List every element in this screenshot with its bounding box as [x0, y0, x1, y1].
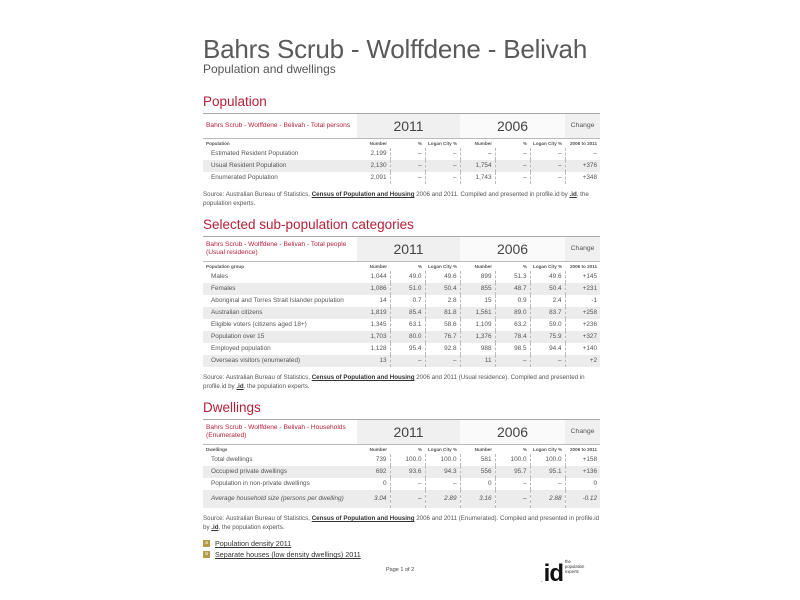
col-pct-2006: %: [495, 445, 530, 455]
table-row: [203, 355, 600, 367]
cell: 49.0: [390, 271, 425, 283]
cell: +231: [565, 283, 600, 295]
cell: –: [425, 160, 460, 172]
cell: 49.6: [530, 271, 565, 283]
col-logan-2006: Logan City %: [530, 445, 565, 455]
cell: 59.0: [530, 319, 565, 331]
cell: –: [390, 172, 425, 184]
cell: 2.89: [425, 490, 460, 508]
cell: +236: [582, 321, 598, 328]
cell: 98.5: [495, 343, 530, 355]
cell: 1,044: [357, 271, 390, 283]
cell: –: [495, 490, 530, 508]
cell: 58.6: [425, 319, 460, 331]
year-2006-header: 2006: [460, 237, 565, 262]
logo-tag-line: population: [565, 563, 585, 569]
cell: 78.4: [495, 331, 530, 343]
subpopulation-table: [203, 237, 600, 367]
cell: 94.4: [530, 343, 565, 355]
table-row: [203, 160, 600, 172]
related-links: [203, 538, 600, 560]
row-label: Employed population: [211, 345, 271, 352]
table-row: [203, 148, 600, 160]
cell: 50.4: [530, 283, 565, 295]
cell: 3.04: [357, 490, 390, 508]
source-text: , the population experts.: [218, 523, 285, 531]
year-2006-header: 2006: [460, 420, 565, 445]
col-number-2006: Number: [460, 139, 495, 149]
cell: 1,128: [357, 343, 390, 355]
group-header: Dwellings: [203, 445, 357, 455]
col-pct-2011: %: [390, 445, 425, 455]
change-header: Change: [565, 420, 600, 445]
source-text: 2006 and 2011 (Usual residence). Compiled and presented in profile.id by: [203, 374, 585, 390]
section-title-dwellings: Dwellings: [203, 400, 261, 415]
cell: 739: [357, 454, 390, 466]
census-link[interactable]: Census of Population and Housing: [311, 374, 415, 381]
cell: +258: [565, 307, 600, 319]
table-row: [203, 490, 600, 508]
table-row: [203, 454, 600, 466]
cell: 100.0: [425, 454, 460, 466]
cell: 2.88: [530, 490, 565, 508]
cell: +327: [565, 331, 600, 343]
source-text: Source: Australian Bureau of Statistics,: [203, 515, 312, 522]
table-row: [203, 172, 600, 184]
cell: 50.4: [425, 283, 460, 295]
col-pct-2011: %: [390, 262, 425, 272]
related-link-separate-houses[interactable]: [203, 549, 600, 560]
cell: 0: [593, 480, 598, 487]
col-number-2006: Number: [460, 262, 495, 272]
id-link[interactable]: .id: [236, 382, 244, 390]
cell: 1,086: [357, 283, 390, 295]
col-logan-2011: Logan City %: [425, 139, 460, 149]
group-header: Population: [203, 139, 357, 149]
col-change-period: 2006 to 2011: [565, 445, 600, 455]
cell: –: [390, 160, 425, 172]
row-label: Males: [211, 273, 229, 280]
cell: 100.0: [390, 454, 425, 466]
row-label: Usual Resident Population: [203, 160, 357, 172]
row-label: Total dwellings: [211, 456, 253, 463]
cell: 11: [460, 355, 495, 367]
row-label: Aboriginal and Torres Strait Islander population: [211, 297, 344, 304]
cell: –: [495, 160, 530, 172]
population-table: [203, 114, 600, 184]
col-logan-2011: Logan City %: [425, 262, 460, 272]
col-number-2011: Number: [357, 139, 390, 149]
source-text: Source: Australian Bureau of Statistics,: [203, 191, 312, 198]
cell: +145: [582, 273, 598, 280]
cell: +136: [565, 466, 600, 478]
row-label: Population in non-private dwellings: [211, 480, 310, 487]
cell: 0: [460, 478, 495, 490]
link-badge-icon: a: [203, 551, 210, 558]
cell: 2,091: [357, 172, 390, 184]
cell: 15: [460, 295, 495, 307]
dwellings-table: [203, 420, 600, 508]
row-label: Females: [203, 283, 357, 295]
cell: –: [390, 478, 425, 490]
cell: 93.6: [390, 466, 425, 478]
section-title-population: Population: [203, 94, 267, 109]
source-text: Source: Australian Bureau of Statistics,: [203, 374, 312, 381]
cell: 100.0: [495, 454, 530, 466]
col-pct-2006: %: [495, 262, 530, 272]
col-number-2006: Number: [460, 445, 495, 455]
cell: –: [460, 148, 495, 160]
cell: 0.7: [390, 295, 425, 307]
cell: 63.1: [390, 319, 425, 331]
table-row: [203, 307, 600, 319]
cell: 988: [460, 343, 495, 355]
cell: 95.7: [495, 466, 530, 478]
cell: 556: [460, 466, 495, 478]
year-2011-header: 2011: [357, 114, 460, 139]
cell: 76.7: [425, 331, 460, 343]
row-label: Enumerated Population: [211, 174, 278, 181]
cell: –: [425, 355, 460, 367]
table-row: [203, 343, 600, 355]
cell: –: [390, 355, 425, 367]
report-page: [203, 36, 600, 560]
cell: –: [495, 478, 530, 490]
cell: –: [390, 490, 425, 508]
census-link[interactable]: Census of Population and Housing: [311, 191, 415, 198]
cell: –: [530, 148, 565, 160]
cell: +376: [565, 160, 600, 172]
logo-tag-line: the: [565, 559, 571, 564]
area-label: Bahrs Scrub - Wolffdene - Belivah - Total people (Usual residence): [206, 241, 347, 256]
logo-text: id: [543, 560, 563, 588]
table-row: [203, 271, 600, 283]
table-row: [203, 283, 600, 295]
cell: 1,703: [357, 331, 390, 343]
col-logan-2006: Logan City %: [530, 139, 565, 149]
col-number-2011: Number: [357, 262, 390, 272]
cell: 0: [357, 478, 390, 490]
cell: –: [530, 355, 565, 367]
cell: 81.8: [425, 307, 460, 319]
col-pct-2006: %: [495, 139, 530, 149]
table-row: [203, 331, 600, 343]
related-link-population-density[interactable]: [203, 538, 600, 549]
col-change-period: 2006 to 2011: [565, 139, 600, 149]
page-title: Bahrs Scrub - Wolffdene - Belivah: [203, 34, 588, 64]
cell: 95.4: [390, 343, 425, 355]
source-text: , the population experts.: [243, 382, 310, 390]
logo-tagline: [565, 560, 584, 574]
cell: 95.1: [530, 466, 565, 478]
cell: 83.7: [530, 307, 565, 319]
cell: 63.2: [495, 319, 530, 331]
cell: –: [593, 150, 598, 157]
area-label: Bahrs Scrub - Wolffdene - Belivah - Total persons: [206, 122, 351, 129]
related-link-label[interactable]: Population density 2011: [215, 539, 292, 548]
cell: –: [530, 160, 565, 172]
cell: 13: [357, 355, 390, 367]
cell: +158: [582, 456, 598, 463]
cell: 92.8: [425, 343, 460, 355]
cell: 2,130: [357, 160, 390, 172]
table-row: [203, 478, 600, 490]
cell: -0.12: [565, 490, 600, 508]
cell: 1,345: [357, 319, 390, 331]
source-text: 2006 and 2011. Compiled and presented in profile.id by: [414, 191, 570, 198]
row-label: Eligible voters (citizens aged 18+): [211, 321, 307, 328]
logo-tag-line: experts: [565, 568, 579, 574]
year-2011-header: 2011: [357, 420, 460, 445]
row-label: Overseas visitors (enumerated): [203, 355, 357, 367]
year-2011-header: 2011: [357, 237, 460, 262]
row-label: Average household size (persons per dwelling): [203, 490, 357, 508]
cell: 1,109: [460, 319, 495, 331]
cell: 1,743: [460, 172, 495, 184]
cell: 3.16: [460, 490, 495, 508]
cell: –: [495, 148, 530, 160]
source-note: [203, 191, 600, 208]
link-badge-icon: a: [203, 540, 210, 547]
cell: 855: [460, 283, 495, 295]
cell: 899: [460, 271, 495, 283]
page-number: Page 1 of 2: [386, 567, 415, 573]
change-header: Change: [565, 114, 600, 139]
row-label: Population over 15: [203, 331, 357, 343]
cell: 2.4: [530, 295, 565, 307]
source-note: [203, 374, 600, 391]
cell: +348: [582, 174, 598, 181]
related-link-label[interactable]: Separate houses (low density dwellings) 2011: [215, 550, 361, 559]
cell: –: [425, 478, 460, 490]
cell: 1,376: [460, 331, 495, 343]
cell: –: [530, 172, 565, 184]
cell: 51.0: [390, 283, 425, 295]
source-text: , the population experts.: [203, 191, 589, 207]
cell: 1,561: [460, 307, 495, 319]
table-row: [203, 466, 600, 478]
cell: –: [495, 172, 530, 184]
cell: 75.9: [530, 331, 565, 343]
cell: 100.0: [530, 454, 565, 466]
source-text: 2006 and 2011 (Enumerated). Compiled and presented in profile.id by: [203, 515, 600, 531]
cell: 2,199: [357, 148, 390, 160]
year-2006-header: 2006: [460, 114, 565, 139]
source-note: [203, 515, 600, 532]
cell: 85.4: [390, 307, 425, 319]
row-label: Estimated Resident Population: [211, 150, 299, 157]
census-link[interactable]: Census of Population and Housing: [311, 515, 415, 522]
cell: –: [390, 148, 425, 160]
logo-dot: .: [541, 578, 543, 585]
change-header: Change: [565, 237, 600, 262]
cell: 48.7: [495, 283, 530, 295]
cell: 0.9: [495, 295, 530, 307]
cell: 51.3: [495, 271, 530, 283]
table-row: [203, 295, 600, 307]
group-header: Population group: [203, 262, 357, 272]
col-change-period: 2006 to 2011: [565, 262, 600, 272]
col-number-2011: Number: [357, 445, 390, 455]
cell: 94.3: [425, 466, 460, 478]
row-label: Australian citizens: [203, 307, 357, 319]
col-pct-2011: %: [390, 139, 425, 149]
cell: –: [495, 355, 530, 367]
cell: 80.0: [390, 331, 425, 343]
section-title-subpopulation: Selected sub-population categories: [203, 217, 414, 232]
cell: 14: [357, 295, 390, 307]
page-subtitle: Population and dwellings: [203, 62, 336, 76]
cell: 581: [460, 454, 495, 466]
table-row: [203, 319, 600, 331]
area-label: Bahrs Scrub - Wolffdene - Belivah - Households (Enumerated): [206, 424, 346, 439]
cell: 49.6: [425, 271, 460, 283]
id-logo: [541, 559, 585, 588]
cell: 1,819: [357, 307, 390, 319]
cell: –: [530, 478, 565, 490]
cell: 2.8: [425, 295, 460, 307]
cell: +140: [582, 345, 598, 352]
col-logan-2006: Logan City %: [530, 262, 565, 272]
cell: –: [425, 148, 460, 160]
cell: 692: [357, 466, 390, 478]
cell: -1: [591, 297, 598, 304]
cell: 1,754: [460, 160, 495, 172]
cell: –: [425, 172, 460, 184]
row-label: Occupied private dwellings: [203, 466, 357, 478]
col-logan-2011: Logan City %: [425, 445, 460, 455]
cell: 89.0: [495, 307, 530, 319]
id-link[interactable]: .id: [211, 523, 219, 531]
id-link[interactable]: .id: [569, 191, 577, 198]
cell: +2: [565, 355, 600, 367]
